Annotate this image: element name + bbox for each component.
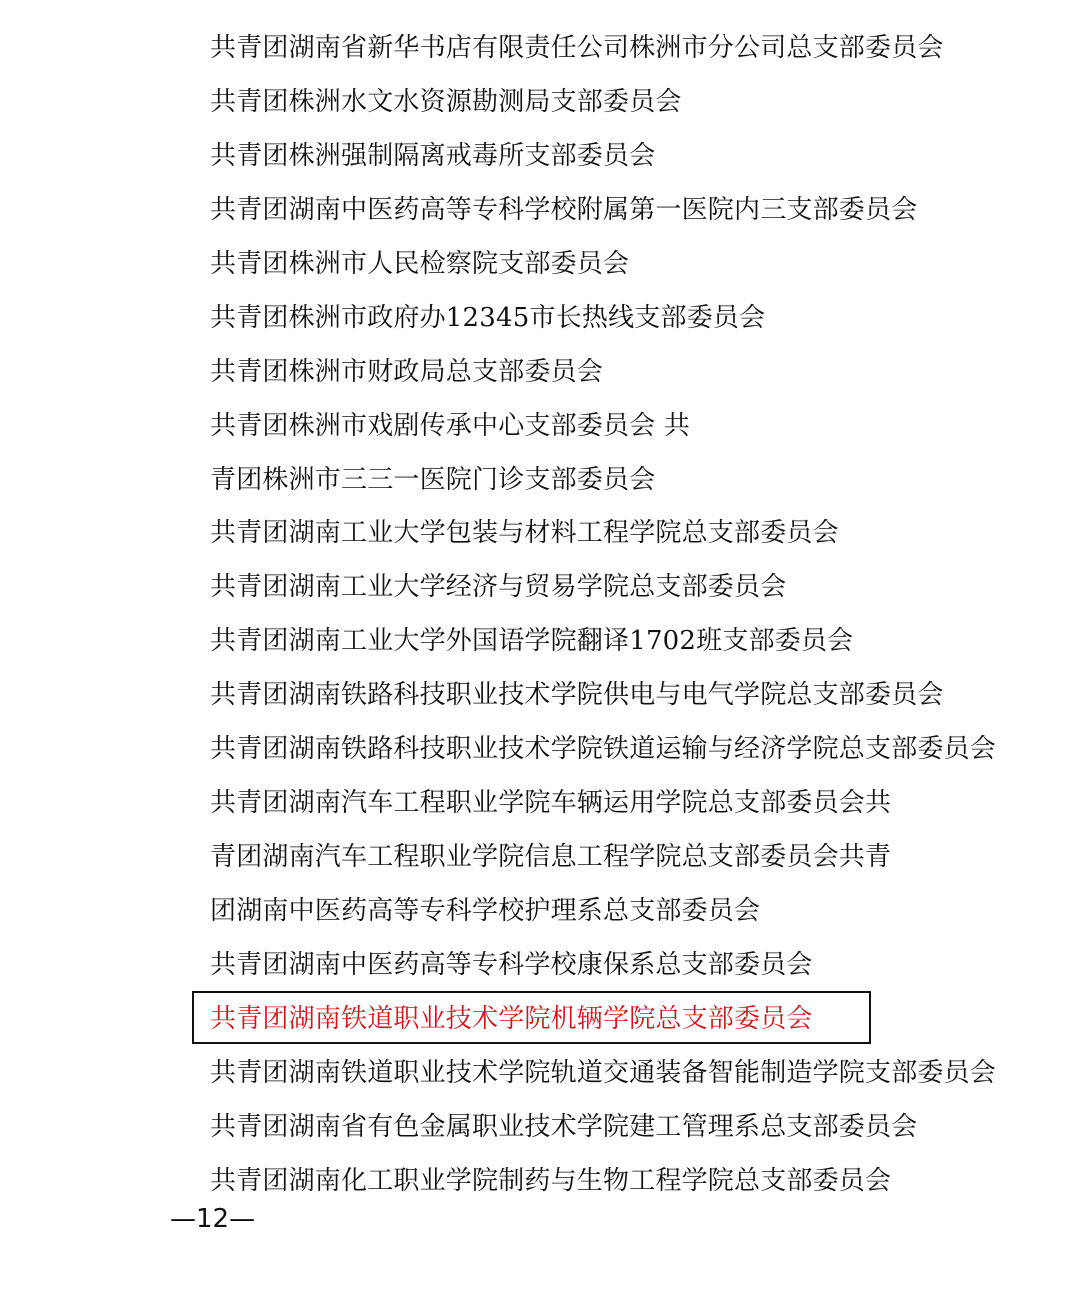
list-item: 青团株洲市三三一医院门诊支部委员会 xyxy=(210,464,656,495)
list-item: 共青团湖南中医药高等专科学校附属第一医院内三支部委员会 xyxy=(210,194,918,225)
list-item: 共青团株洲市财政局总支部委员会 xyxy=(210,356,604,387)
list-item: 共青团湖南省新华书店有限责任公司株洲市分公司总支部委员会 xyxy=(210,33,944,63)
list-item: 共青团株洲市政府办12345市长热线支部委员会 xyxy=(210,302,766,333)
list-item: 共青团湖南铁路科技职业技术学院供电与电气学院总支部委员会 xyxy=(210,680,944,711)
list-item: 共青团株洲市人民检察院支部委员会 xyxy=(210,248,630,279)
list-item: 共青团湖南工业大学包装与材料工程学院总支部委员会 xyxy=(210,518,839,549)
list-item: 共青团湖南汽车工程职业学院车辆运用学院总支部委员会共 xyxy=(210,788,892,819)
organization-list xyxy=(0,22,1080,1209)
list-item: 共青团湖南工业大学外国语学院翻译1702班支部委员会 xyxy=(210,626,854,657)
list-item: 共青团湖南省有色金属职业技术学院建工管理系总支部委员会 xyxy=(210,1111,918,1142)
list-item: 共青团湖南铁路科技职业技术学院铁道运输与经济学院总支部委员会 xyxy=(210,734,997,765)
list-item: 共青团湖南工业大学经济与贸易学院总支部委员会 xyxy=(210,572,787,603)
list-item: 共青团湖南中医药高等专科学校康保系总支部委员会 xyxy=(210,949,813,980)
list-item: 共青团湖南铁道职业技术学院轨道交通装备智能制造学院支部委员会 xyxy=(210,1057,997,1088)
list-item: 青团湖南汽车工程职业学院信息工程学院总支部委员会共青 xyxy=(210,842,892,873)
list-item: 共青团株洲强制隔离戒毒所支部委员会 xyxy=(210,140,656,171)
highlighted-list-item: 共青团湖南铁道职业技术学院机辆学院总支部委员会 xyxy=(210,1003,813,1034)
list-item: 共青团株洲水文水资源勘测局支部委员会 xyxy=(210,86,682,117)
list-item: 共青团株洲市戏剧传承中心支部委员会 共 xyxy=(210,410,691,441)
list-item: 共青团湖南化工职业学院制药与生物工程学院总支部委员会 xyxy=(210,1165,892,1196)
page-number: —12— xyxy=(170,1204,256,1234)
list-item: 团湖南中医药高等专科学校护理系总支部委员会 xyxy=(210,896,761,926)
